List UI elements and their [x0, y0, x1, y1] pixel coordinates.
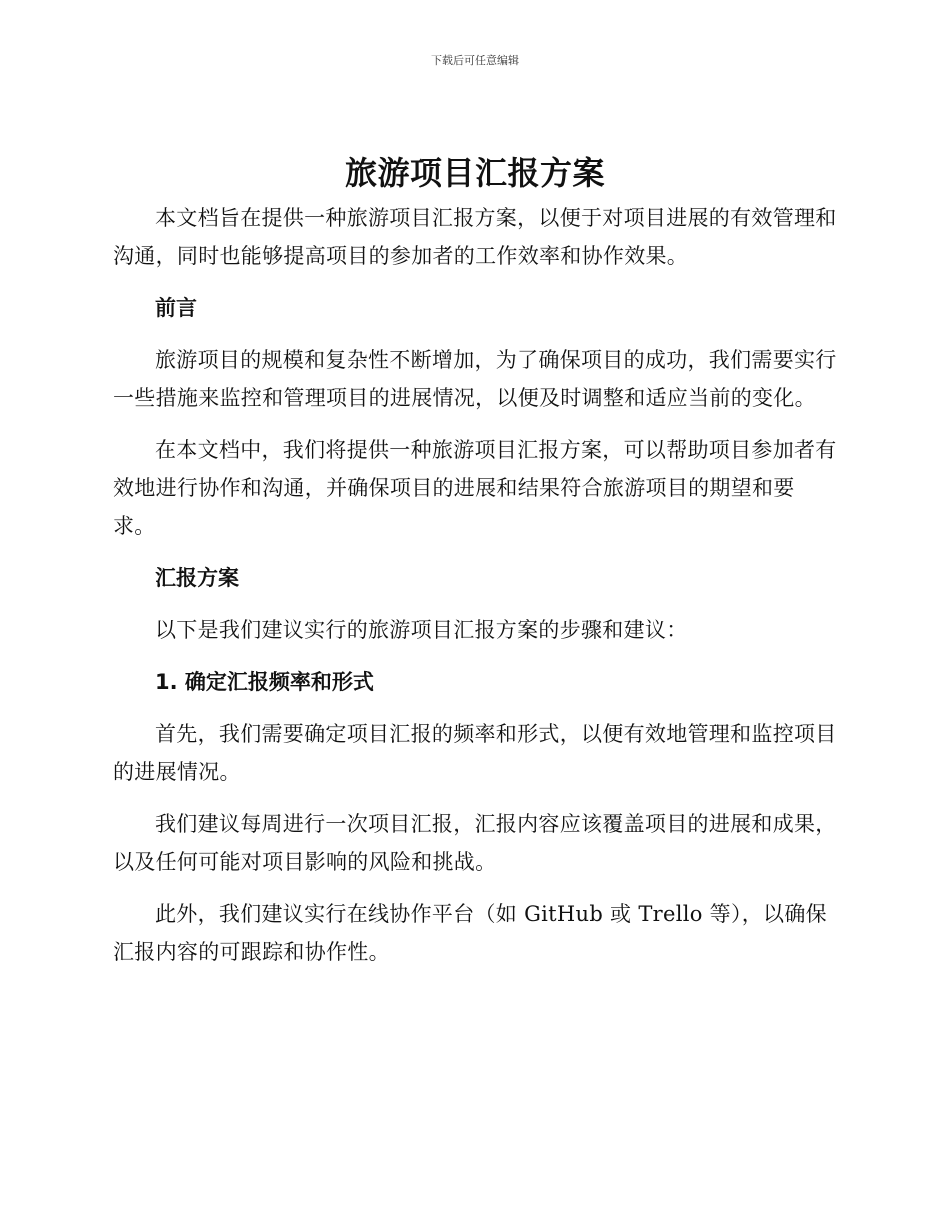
frequency-paragraph-3: 此外，我们建议实行在线协作平台（如 GitHub 或 Trello 等），以确保汇报内容的可跟踪和协作性。 [113, 902, 827, 964]
report-plan-paragraph-1: 以下是我们建议实行的旅游项目汇报方案的步骤和建议： [155, 618, 688, 642]
frequency-paragraph-2: 我们建议每周进行一次项目汇报，汇报内容应该覆盖项目的进展和成果，以及任何可能对项目影响的风险和挑战。 [113, 812, 837, 874]
frequency-paragraph-1: 首先，我们需要确定项目汇报的频率和形式，以便有效地管理和监控项目的进展情况。 [113, 722, 837, 784]
section-heading-report-plan: 汇报方案 [155, 566, 239, 590]
section-heading-preface: 前言 [155, 296, 197, 320]
page-header-note: 下载后可任意编辑 [431, 54, 519, 67]
subsection-heading-frequency: 1. 确定汇报频率和形式 [155, 670, 374, 694]
intro-paragraph: 本文档旨在提供一种旅游项目汇报方案，以便于对项目进展的有效管理和沟通，同时也能够提高项目的参加者的工作效率和协作效果。 [113, 206, 837, 268]
preface-paragraph-1: 旅游项目的规模和复杂性不断增加，为了确保项目的成功，我们需要实行一些措施来监控和管理项目的进展情况，以便及时调整和适应当前的变化。 [113, 348, 837, 410]
document-body [113, 152, 837, 985]
preface-paragraph-2: 在本文档中，我们将提供一种旅游项目汇报方案，可以帮助项目参加者有效地进行协作和沟通，并确保项目的进展和结果符合旅游项目的期望和要求。 [113, 438, 837, 538]
document-title: 旅游项目汇报方案 [344, 154, 605, 192]
